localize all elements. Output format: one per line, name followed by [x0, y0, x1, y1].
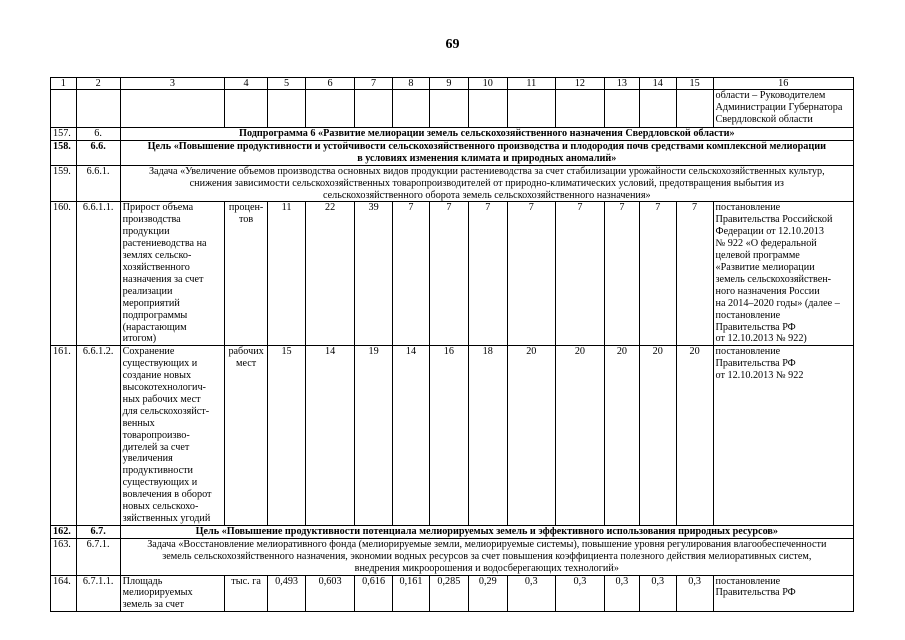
- value-cell: 20: [676, 346, 713, 526]
- row-number: 164.: [51, 575, 77, 612]
- row-code: 6.6.1.2.: [76, 346, 120, 526]
- header-cell: 10: [468, 78, 507, 90]
- row-number: 163.: [51, 538, 77, 575]
- value-cell: 0,3: [676, 575, 713, 612]
- row-code: 6.7.1.: [76, 538, 120, 575]
- row-code: 6.: [76, 128, 120, 141]
- value-cell: 19: [355, 346, 393, 526]
- table-row-161: [51, 346, 854, 526]
- value-cell: 0,603: [306, 575, 355, 612]
- table-row-163: [51, 538, 854, 575]
- row-number: 159.: [51, 165, 77, 202]
- row-number: 157.: [51, 128, 77, 141]
- subprogram-title: Подпрограмма 6 «Развитие мелиорации земель сельскохозяйственного назначения Свердловской области»: [120, 128, 853, 141]
- table-row-162: [51, 525, 854, 538]
- value-cell: 7: [429, 202, 468, 346]
- indicators-table: [50, 77, 854, 612]
- header-cell: 15: [676, 78, 713, 90]
- header-cell: 5: [268, 78, 306, 90]
- value-cell: 7: [468, 202, 507, 346]
- row-code: 6.7.: [76, 525, 120, 538]
- header-cell: 2: [76, 78, 120, 90]
- header-cell: 13: [605, 78, 640, 90]
- table-row-164: [51, 575, 854, 612]
- value-cell: 20: [639, 346, 676, 526]
- value-cell: 7: [605, 202, 640, 346]
- value-cell: 0,29: [468, 575, 507, 612]
- header-cell: 11: [507, 78, 555, 90]
- header-cell: 7: [355, 78, 393, 90]
- value-cell: 0,3: [605, 575, 640, 612]
- value-cell: 16: [429, 346, 468, 526]
- table-row-159: [51, 165, 854, 202]
- value-cell: 11: [268, 202, 306, 346]
- table-row-157: [51, 128, 854, 141]
- table-row-160: [51, 202, 854, 346]
- value-cell: 20: [555, 346, 604, 526]
- value-cell: 14: [393, 346, 430, 526]
- table-row-continuation: [51, 90, 854, 128]
- header-cell: 1: [51, 78, 77, 90]
- header-cell: 12: [555, 78, 604, 90]
- header-cell: 6: [306, 78, 355, 90]
- goal-title: Цель «Повышение продуктивности потенциала мелиорируемых земель и эффективного использования природных ресурсов»: [120, 525, 853, 538]
- value-cell: 0,161: [393, 575, 430, 612]
- header-cell: 4: [225, 78, 268, 90]
- row-code: 6.6.1.1.: [76, 202, 120, 346]
- value-cell: 0,616: [355, 575, 393, 612]
- value-cell: 0,3: [639, 575, 676, 612]
- indicator-unit: рабочих мест: [225, 346, 268, 526]
- value-cell: 0,3: [555, 575, 604, 612]
- legal-basis-cell: постановление Правительства РФ: [713, 575, 853, 612]
- page-number: 69: [445, 37, 460, 52]
- indicator-unit: процен- тов: [225, 202, 268, 346]
- header-cell: 8: [393, 78, 430, 90]
- row-number: 160.: [51, 202, 77, 346]
- value-cell: 20: [507, 346, 555, 526]
- value-cell: 39: [355, 202, 393, 346]
- row-code: 6.7.1.1.: [76, 575, 120, 612]
- legal-basis-cell: постановление Правительства Российской Федерации от 12.10.2013 № 922 «О федеральной целевой программе «Развитие мелиорации земель сельскохозяйствен- ного назначения России на 2014–2020 годы» (далее – постановление Правительства РФ от 12.10.2013 № 922): [713, 202, 853, 346]
- value-cell: 14: [306, 346, 355, 526]
- table-row-158: [51, 140, 854, 165]
- value-cell: 0,285: [429, 575, 468, 612]
- indicator-name: Прирост объема производства продукции растениеводства на землях сельско- хозяйственного назначения за счет реализации мероприятий подпрограммы (нарастающим итогом): [120, 202, 224, 346]
- row-number: 161.: [51, 346, 77, 526]
- header-cell: 3: [120, 78, 224, 90]
- indicator-unit: тыс. га: [225, 575, 268, 612]
- goal-title: Цель «Повышение продуктивности и устойчивости сельскохозяйственного производства и плодородия почв средствами комплексной мелиорации в условиях изменения климата и природных аномалий»: [120, 140, 853, 165]
- value-cell: 7: [393, 202, 430, 346]
- value-cell: 0,3: [507, 575, 555, 612]
- legal-basis-cell: постановление Правительства РФ от 12.10.2013 № 922: [713, 346, 853, 526]
- row-number: 162.: [51, 525, 77, 538]
- indicator-name: Площадь мелиорируемых земель за счет: [120, 575, 224, 612]
- value-cell: 22: [306, 202, 355, 346]
- value-cell: 0,493: [268, 575, 306, 612]
- row-code: 6.6.1.: [76, 165, 120, 202]
- task-title: Задача «Восстановление мелиоративного фонда (мелиорируемые земли, мелиорируемые системы), повышение уровня регулирования влагообеспеченности земель сельскохозяйственного назначения, экономии водных ресурсов за счет повышения коэффициента полезного действия мелиоративных систем, внедрения микроорошения и водосберегающих технологий»: [120, 538, 853, 575]
- value-cell: 20: [605, 346, 640, 526]
- value-cell: 7: [555, 202, 604, 346]
- task-title: Задача «Увеличение объемов производства основных видов продукции растениеводства за счет стабилизации урожайности сельскохозяйственных культур, снижения зависимости сельскохозяйственных товаропроизводителей от природно-климатических условий, предотвращения выбытия из сельскохозяйственного оборота земель сельскохозяйственного назначения»: [120, 165, 853, 202]
- header-cell: 14: [639, 78, 676, 90]
- value-cell: 15: [268, 346, 306, 526]
- value-cell: 7: [676, 202, 713, 346]
- header-row: [51, 78, 854, 90]
- value-cell: 7: [639, 202, 676, 346]
- value-cell: 7: [507, 202, 555, 346]
- header-cell: 16: [713, 78, 853, 90]
- row-code: 6.6.: [76, 140, 120, 165]
- header-cell: 9: [429, 78, 468, 90]
- value-cell: 18: [468, 346, 507, 526]
- indicator-name: Сохранение существующих и создание новых высокотехнологич- ных рабочих мест для сельскохозяйст- венных товаропроизво- дителей за счет увеличения продуктивности существующих и вовлечения в оборот новых сельскохо- зяйственных угодий: [120, 346, 224, 526]
- legal-basis-cell: области – Руководителем Администрации Губернатора Свердловской области: [713, 90, 853, 128]
- row-number: 158.: [51, 140, 77, 165]
